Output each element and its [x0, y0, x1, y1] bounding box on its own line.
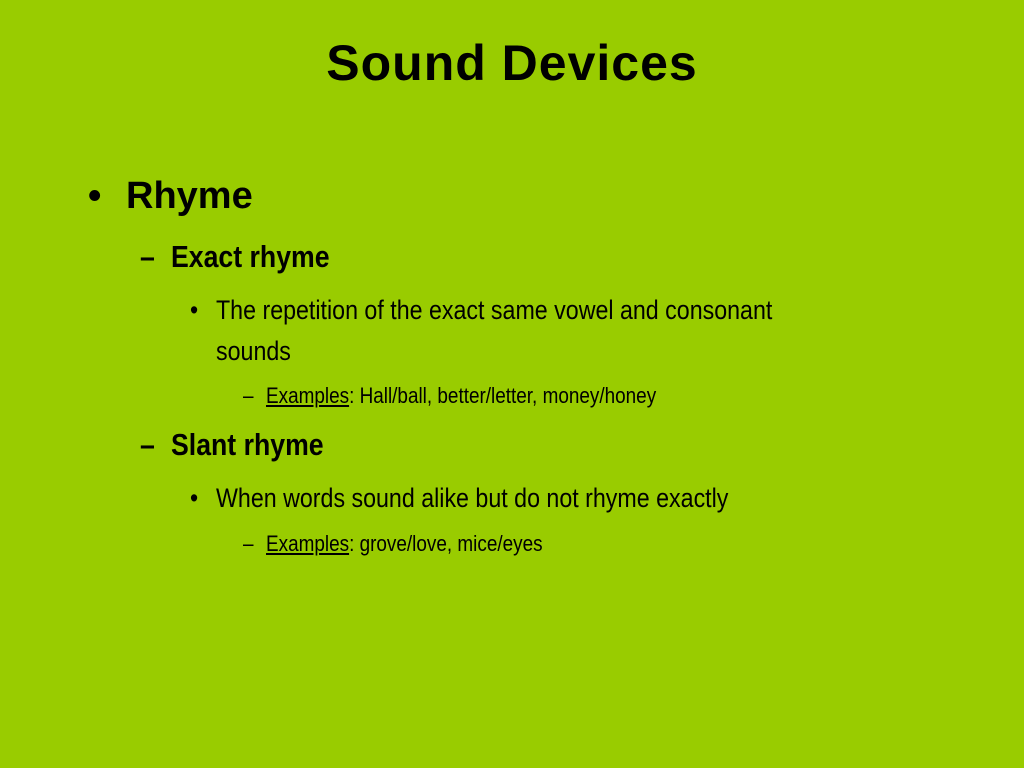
- topic-rhyme: Rhyme: [126, 175, 253, 217]
- dash-l2-slant: [140, 426, 155, 464]
- heading-slant-rhyme: Slant rhyme: [171, 427, 324, 462]
- heading-exact-rhyme: Exact rhyme: [171, 239, 330, 274]
- slant-definition: When words sound alike but do not rhyme exactly: [216, 483, 729, 513]
- dash-icon: –: [243, 383, 254, 408]
- slide-title: Sound Devices: [326, 35, 698, 91]
- exact-definition-line1: The repetition of the exact same vowel and consonant: [216, 295, 773, 325]
- examples-label: Examples: [266, 383, 350, 408]
- dash-icon: –: [243, 531, 254, 556]
- examples-text: : grove/love, mice/eyes: [349, 531, 543, 556]
- dash-l4-slant: [243, 530, 254, 558]
- bullet-dot-icon: •: [190, 483, 199, 513]
- dash-icon: –: [140, 239, 155, 274]
- bullet-dot-icon: •: [190, 295, 199, 325]
- slant-examples: [266, 530, 543, 558]
- bullet-dot-icon: •: [88, 175, 102, 217]
- exact-examples: [266, 382, 656, 410]
- examples-label: Examples: [266, 531, 350, 556]
- dash-icon: –: [140, 427, 155, 462]
- dash-l4-exact: [243, 382, 254, 410]
- exact-definition-line2: sounds: [216, 336, 291, 366]
- examples-text: : Hall/ball, better/letter, money/honey: [349, 383, 657, 408]
- bullet-l3-exact: [190, 290, 198, 330]
- bullet-l1-rhyme: [88, 173, 101, 219]
- dash-l2-exact: [140, 238, 155, 276]
- bullet-l3-slant: [190, 478, 198, 518]
